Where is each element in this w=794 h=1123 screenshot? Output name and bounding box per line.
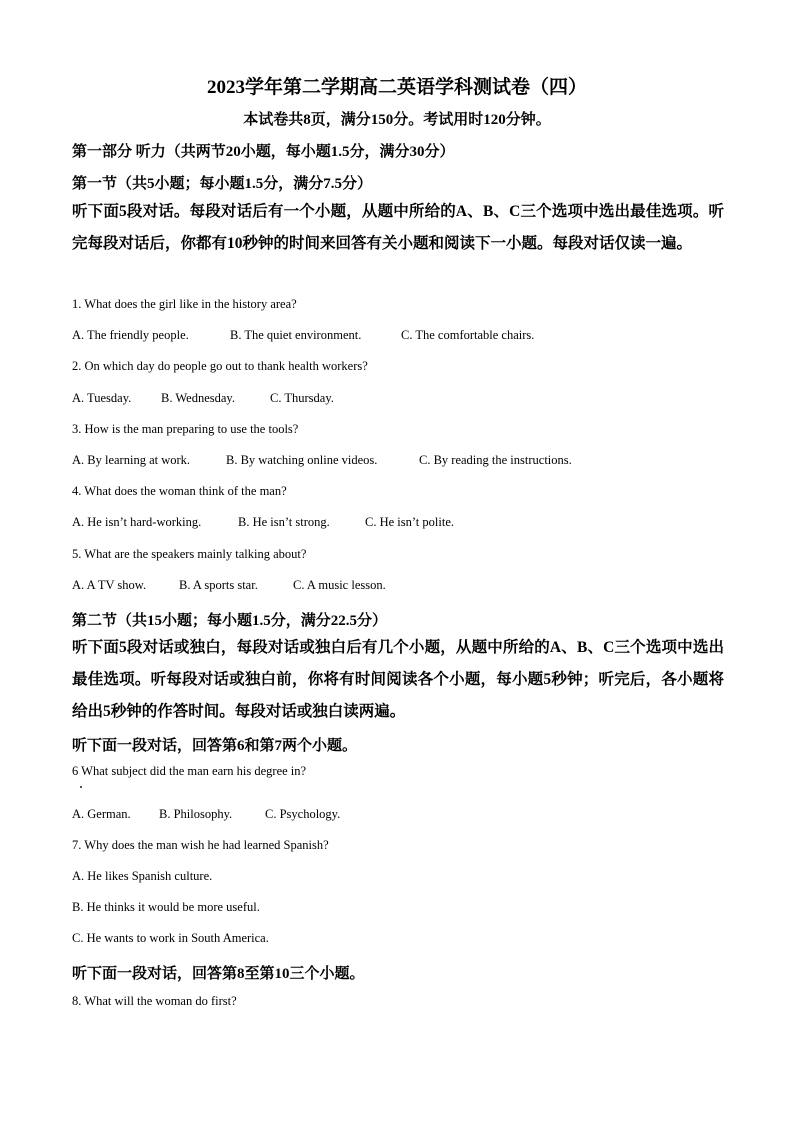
- option-a: A. Tuesday.: [72, 391, 132, 405]
- option-a: A. A TV show.: [72, 578, 147, 592]
- section2-instructions: 听下面5段对话或独白，每段对话或独白后有几个小题，从题中所给的A、B、C三个选项中选出最佳选项。听每段对话或独白前，你将有时间阅读各个小题，每小题5秒钟；听完后，各小题将给出5秒钟的作答时间。每段对话或独白读两遍。: [72, 639, 724, 720]
- option-b: B. Philosophy.: [159, 807, 233, 821]
- option-c: C. A music lesson.: [293, 578, 386, 592]
- option-c: C. The comfortable chairs.: [401, 328, 535, 342]
- question-2-options: [72, 391, 334, 406]
- question-8-stem: 8. What will the woman do first?: [72, 994, 237, 1008]
- option-c: C. Psychology.: [265, 807, 341, 821]
- option-a: A. By learning at work.: [72, 453, 191, 467]
- question-6-options: [72, 807, 340, 822]
- question-1-stem: 1. What does the girl like in the history area?: [72, 297, 297, 311]
- exam-title: 2023学年第二学期高二英语学科测试卷（四）: [206, 77, 587, 98]
- question-2-stem: 2. On which day do people go out to thank health workers?: [72, 359, 368, 373]
- question-7-option-b: B. He thinks it would be more useful.: [72, 900, 260, 914]
- section1-heading: 第一节（共5小题；每小题1.5分，满分7.5分）: [72, 176, 373, 192]
- question-3-stem: 3. How is the man preparing to use the tools?: [72, 422, 299, 436]
- option-a: A. The friendly people.: [72, 328, 189, 342]
- question-7-option-c: C. He wants to work in South America.: [72, 931, 269, 945]
- option-b: B. A sports star.: [179, 578, 258, 592]
- question-4-options: [72, 515, 454, 530]
- question-1-options: [72, 328, 534, 343]
- part1-heading: 第一部分 听力（共两节20小题，每小题1.5分，满分30分）: [72, 144, 455, 160]
- option-c: C. He isn’t polite.: [365, 515, 455, 529]
- question-5-options: [72, 578, 386, 593]
- stray-dot: [80, 786, 82, 788]
- option-b: B. He isn’t strong.: [238, 515, 330, 529]
- option-b: B. By watching online videos.: [226, 453, 378, 467]
- option-c: C. Thursday.: [270, 391, 334, 405]
- question-7-stem: 7. Why does the man wish he had learned Spanish?: [72, 838, 329, 852]
- exam-subtitle: 本试卷共8页，满分150分。考试用时120分钟。: [243, 112, 551, 128]
- question-3-options: [72, 453, 572, 468]
- question-4-stem: 4. What does the woman think of the man?: [72, 484, 287, 498]
- section1-instructions: 听下面5段对话。每段对话后有一个小题，从题中所给的A、B、C三个选项中选出最佳选项。听完每段对话后，你都有10秒钟的时间来回答有关小题和阅读下一小题。每段对话仅读一遍。: [72, 203, 724, 252]
- option-a: A. German.: [72, 807, 131, 821]
- question-6-stem: 6 What subject did the man earn his degree in?: [72, 764, 307, 778]
- option-a: A. He isn’t hard-working.: [72, 515, 202, 529]
- option-c: C. By reading the instructions.: [419, 453, 572, 467]
- question-7-option-a: A. He likes Spanish culture.: [72, 869, 213, 883]
- option-b: B. The quiet environment.: [230, 328, 362, 342]
- dialog-6-7-heading: 听下面一段对话，回答第6和第7两个小题。: [72, 738, 358, 754]
- option-b: B. Wednesday.: [161, 391, 235, 405]
- section2-heading: 第二节（共15小题；每小题1.5分，满分22.5分）: [72, 613, 388, 629]
- question-5-stem: 5. What are the speakers mainly talking about?: [72, 547, 307, 561]
- dialog-8-10-heading: 听下面一段对话，回答第8至第10三个小题。: [72, 966, 365, 982]
